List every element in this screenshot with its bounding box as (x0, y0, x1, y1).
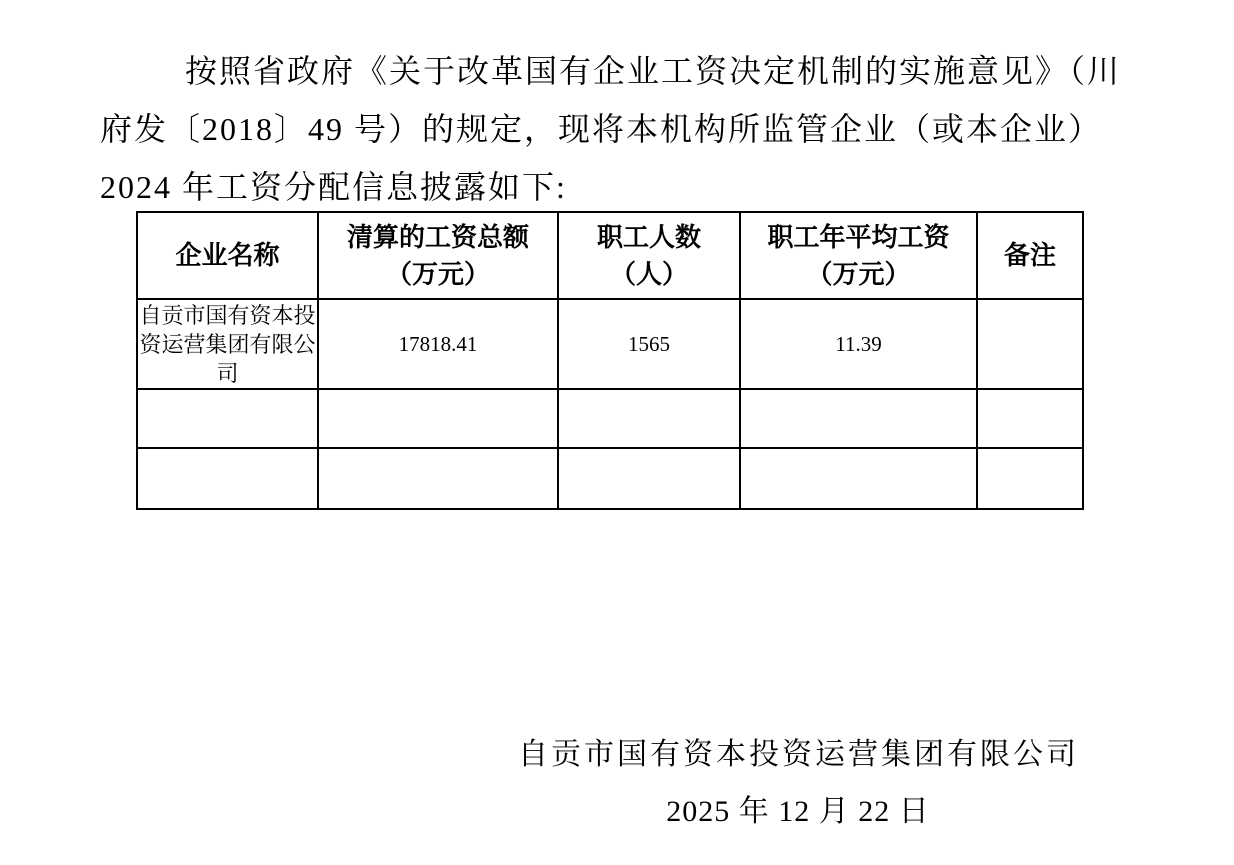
wage-disclosure-table (136, 211, 1084, 510)
header-unit: （人） (609, 258, 688, 289)
header-label: 清算的工资总额 (346, 221, 529, 252)
header-label: 职工人数 (596, 221, 701, 252)
cell-total-wages: 17818.41 (318, 299, 558, 389)
signature-date: 2025 年 12 月 22 日 (666, 795, 930, 828)
intro-line-1: 按照省政府《关于改革国有企业工资决定机制的实施意见》（川 (185, 53, 1122, 89)
table-row (137, 299, 1083, 389)
header-unit: （万元） (385, 258, 490, 289)
cell-avg-annual-wage: 11.39 (740, 299, 977, 389)
cell-total-wages (318, 389, 558, 448)
cell-total-wages (318, 448, 558, 509)
header-cell-remarks (977, 212, 1083, 299)
header-label: 企业名称 (175, 240, 280, 270)
table-row (137, 448, 1083, 509)
header-cell-company-name (137, 212, 318, 299)
cell-employee-count: 1565 (558, 299, 740, 389)
cell-avg-annual-wage (740, 448, 977, 509)
cell-company-name (137, 448, 318, 509)
table-row (137, 389, 1083, 448)
header-cell-total-wages (318, 212, 558, 299)
cell-company-name (137, 389, 318, 448)
intro-line-3: 2024 年工资分配信息披露如下: (100, 169, 567, 205)
cell-avg-annual-wage (740, 389, 977, 448)
header-label: 职工年平均工资 (767, 221, 950, 252)
header-cell-avg-annual-wage (740, 212, 977, 299)
cell-employee-count (558, 389, 740, 448)
cell-remarks (977, 389, 1083, 448)
intro-line-2: 府发〔2018〕49 号）的规定，现将本机构所监管企业（或本企业） (100, 111, 1103, 147)
header-cell-employee-count (558, 212, 740, 299)
cell-company-name: 自贡市国有资本投资运营集团有限公司 (137, 299, 318, 389)
table-header-row (137, 212, 1083, 299)
cell-employee-count (558, 448, 740, 509)
header-unit: （万元） (806, 258, 911, 289)
cell-remarks (977, 299, 1083, 389)
cell-remarks (977, 448, 1083, 509)
header-label: 备注 (1003, 240, 1056, 270)
signature-company: 自贡市国有资本投资运营集团有限公司 (518, 738, 1079, 771)
intro-paragraph (100, 42, 1144, 216)
